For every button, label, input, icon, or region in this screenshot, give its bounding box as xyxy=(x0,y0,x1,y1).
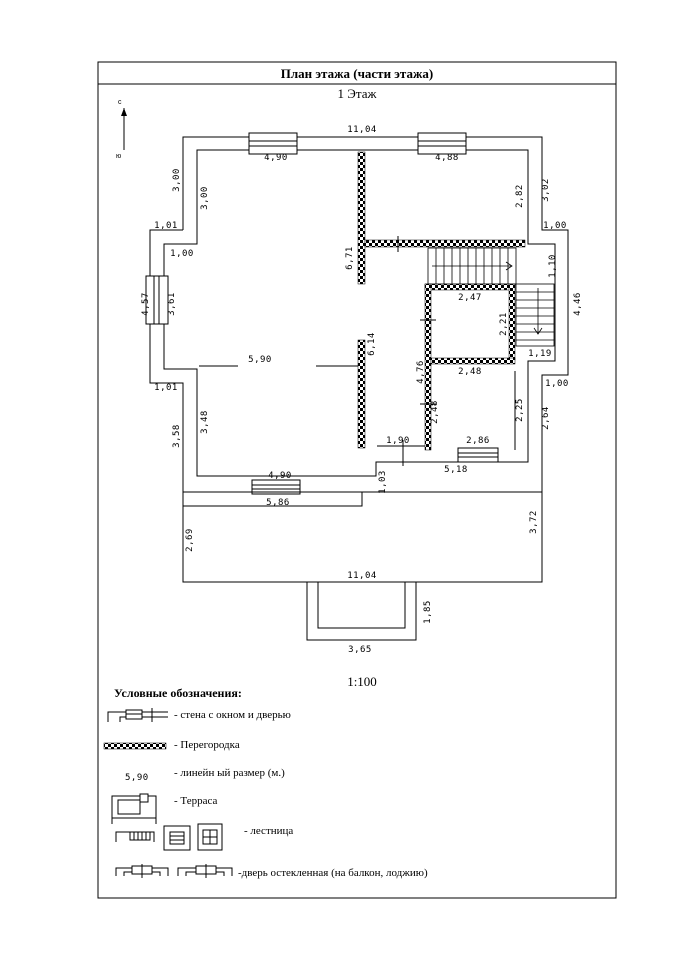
legend-dimension-sample: 5,90 xyxy=(125,773,149,783)
dim-entrance-step: 1,03 xyxy=(378,470,388,494)
dim-left-lower-outer: 3,58 xyxy=(172,424,182,448)
dim-left-lower-step: 1,01 xyxy=(154,383,178,393)
legend-stairs-label: - лестница xyxy=(244,825,294,837)
dim-left-bay-inner: 3,61 xyxy=(167,292,177,316)
dim-left-step-inner: 1,00 xyxy=(170,249,194,259)
dim-small-room-1-width: 2,47 xyxy=(458,293,482,303)
dim-entrance-window: 2,86 xyxy=(466,436,490,446)
dim-right-upper-inner: 2,82 xyxy=(515,184,525,208)
dim-right-step-top: 1,00 xyxy=(543,221,567,231)
dim-bottom-left: 5,86 xyxy=(266,498,290,508)
compass-south-label: ю xyxy=(116,153,122,160)
partitions xyxy=(358,152,525,450)
dim-balcony-height: 1,85 xyxy=(423,600,433,624)
legend-glazed-door-label: -дверь остекленная (на балкон, лоджию) xyxy=(238,867,428,879)
dim-right-upper-outer: 3,02 xyxy=(541,178,551,202)
dim-balcony-width: 3,65 xyxy=(348,645,372,655)
staircase xyxy=(428,248,554,346)
dim-room-width: 5,90 xyxy=(248,355,272,365)
legend-wall-label: - стена с окном и дверью xyxy=(174,709,291,721)
dim-partition-upper: 6,71 xyxy=(345,246,355,270)
legend-partition-label: - Перегородка xyxy=(174,739,240,751)
dim-left-step-outer: 1,01 xyxy=(154,221,178,231)
legend-dimension-label: - линейн ый размер (м.) xyxy=(174,767,285,779)
dim-corridor-height: 4,76 xyxy=(416,360,426,384)
legend-glazed-door-icon xyxy=(116,864,232,878)
scale-label: 1:100 xyxy=(347,674,377,689)
dim-small-room-2-height: 2,25 xyxy=(515,398,525,422)
dim-left-bay-outer: 4,57 xyxy=(141,292,151,316)
plan-title: План этажа (части этажа) xyxy=(280,66,434,81)
dim-entrance-right: 5,18 xyxy=(444,465,468,475)
dim-top-overall: 11,04 xyxy=(347,125,377,135)
dim-stair-bottom: 1,19 xyxy=(528,349,552,359)
dim-corridor-small: 2,48 xyxy=(430,400,440,424)
floor-label: 1 Этаж xyxy=(337,86,377,101)
dim-small-room-1-height: 2,21 xyxy=(499,312,509,336)
dim-terrace-left: 2,69 xyxy=(185,528,195,552)
dim-top-left-window: 4,90 xyxy=(264,153,288,163)
balcony xyxy=(307,582,416,640)
dim-right-step-bottom: 1,00 xyxy=(545,379,569,389)
dim-stair-top: 1,10 xyxy=(548,254,558,278)
top-left-window xyxy=(249,133,297,154)
compass-icon xyxy=(116,99,127,160)
dim-right-lower-outer: 2,64 xyxy=(541,406,551,430)
dim-bottom-window: 4,90 xyxy=(268,471,292,481)
legend-wall-icon xyxy=(108,708,168,722)
dim-left-wing-inner: 3,00 xyxy=(200,186,210,210)
compass-north-label: с xyxy=(118,99,122,106)
legend-stairs-icon xyxy=(116,824,222,850)
dim-terrace-bottom: 11,04 xyxy=(347,571,377,581)
dim-small-room-2-width: 2,48 xyxy=(458,367,482,377)
top-right-window xyxy=(418,133,466,154)
dim-left-wing-outer: 3,00 xyxy=(172,168,182,192)
legend-terrace-label: - Терраса xyxy=(174,795,218,807)
dim-entrance-width: 1,90 xyxy=(386,436,410,446)
dim-terrace-right: 3,72 xyxy=(529,510,539,534)
dim-partition-lower: 6,14 xyxy=(367,332,377,356)
legend-heading: Условные обозначения: xyxy=(114,686,242,700)
legend-terrace-icon xyxy=(112,794,156,824)
dim-top-right-window: 4,88 xyxy=(435,153,459,163)
dim-left-lower-inner: 3,48 xyxy=(200,410,210,434)
dim-right-bay-outer: 4,46 xyxy=(573,292,583,316)
legend-partition-icon xyxy=(104,743,166,749)
legend xyxy=(104,686,428,879)
entrance-window xyxy=(458,448,498,462)
